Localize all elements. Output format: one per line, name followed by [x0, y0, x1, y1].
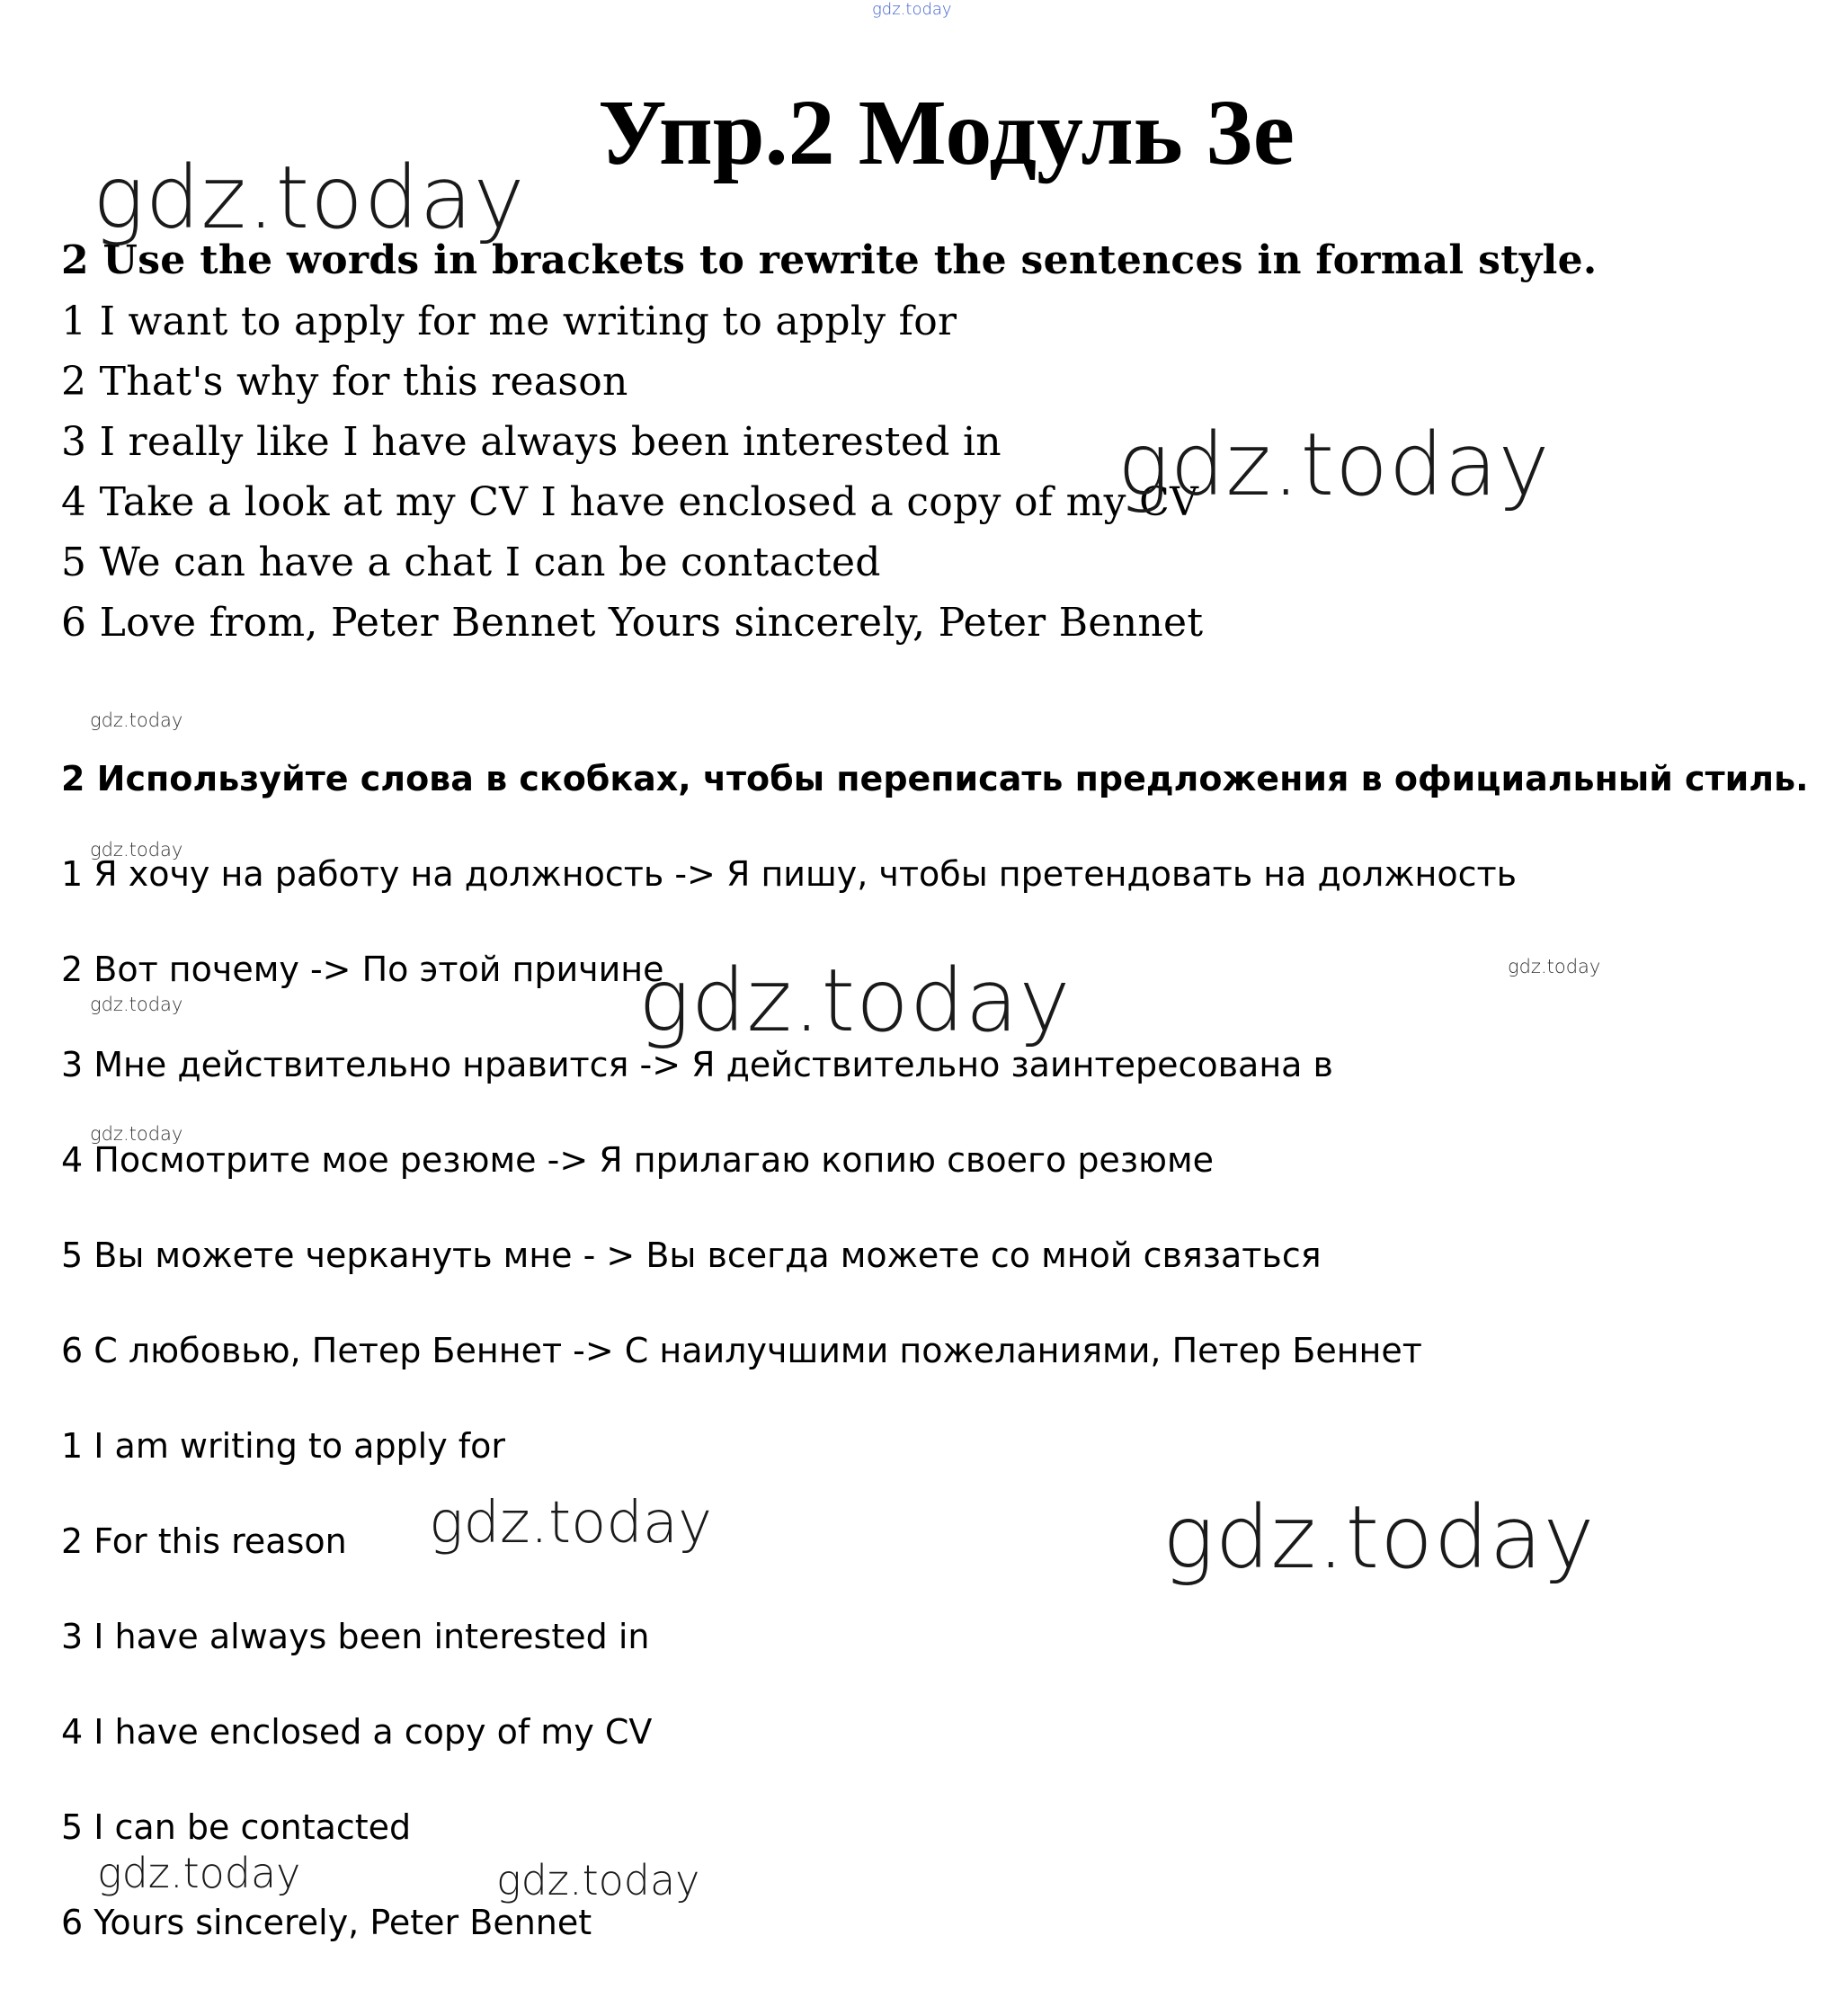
answer-item-5: 5 I can be contacted: [61, 1807, 412, 1847]
answer-item-1: 1 I am writing to apply for: [61, 1426, 506, 1466]
russian-item-1: 1 Я хочу на работу на должность -> Я пишу, чтобы претендовать на должность: [61, 854, 1518, 894]
english-item-6: 6 Love from, Peter Bennet Yours sincerely, Peter Bennet: [61, 600, 1204, 646]
watermark-large-right: gdz.today: [1117, 415, 1551, 515]
watermark-small-right: gdz.today: [1508, 956, 1601, 977]
answer-item-3: 3 I have always been interested in: [61, 1617, 650, 1656]
answer-item-6: 6 Yours sincerely, Peter Bennet: [61, 1903, 592, 1942]
russian-item-4: 4 Посмотрите мое резюме -> Я прилагаю копию своего резюме: [61, 1140, 1215, 1180]
watermark-large-center: gdz.today: [638, 950, 1072, 1051]
english-item-3: 3 I really like I have always been interested in: [61, 419, 1002, 465]
watermark-bottom-left: gdz.today: [97, 1849, 301, 1897]
watermark-top: gdz.today: [872, 0, 952, 19]
russian-item-3: 3 Мне действительно нравится -> Я действительно заинтересована в: [61, 1045, 1333, 1084]
english-item-4: 4 Take a look at my CV I have enclosed a copy of my CV: [61, 479, 1199, 525]
page-title: Упр.2 Модуль 3е: [598, 81, 1295, 184]
watermark-medium-center: gdz.today: [429, 1490, 712, 1557]
watermark-large-top-left: gdz.today: [93, 147, 526, 248]
russian-item-2: 2 Вот почему -> По этой причине: [61, 950, 664, 989]
watermark-large-bottom-right: gdz.today: [1162, 1487, 1596, 1588]
english-item-1: 1 I want to apply for me writing to apply for: [61, 299, 957, 344]
russian-task-heading: 2 Используйте слова в скобках, чтобы переписать предложения в официальный стиль.: [61, 759, 1809, 798]
english-task-heading: 2 Use the words in brackets to rewrite the sentences in formal style.: [61, 237, 1598, 283]
watermark-bottom-center: gdz.today: [496, 1856, 700, 1904]
watermark-small-4: gdz.today: [90, 1123, 183, 1145]
watermark-small-3: gdz.today: [90, 994, 183, 1015]
english-item-2: 2 That's why for this reason: [61, 359, 628, 405]
english-item-5: 5 We can have a chat I can be contacted: [61, 540, 881, 585]
answer-item-2: 2 For this reason: [61, 1521, 347, 1561]
russian-item-6: 6 С любовью, Петер Беннет -> С наилучшими пожеланиями, Петер Беннет: [61, 1331, 1422, 1370]
answer-item-4: 4 I have enclosed a copy of my CV: [61, 1712, 653, 1752]
watermark-small-2: gdz.today: [90, 839, 183, 861]
watermark-small-1: gdz.today: [90, 709, 183, 731]
russian-item-5: 5 Вы можете черкануть мне - > Вы всегда можете со мной связаться: [61, 1235, 1322, 1275]
